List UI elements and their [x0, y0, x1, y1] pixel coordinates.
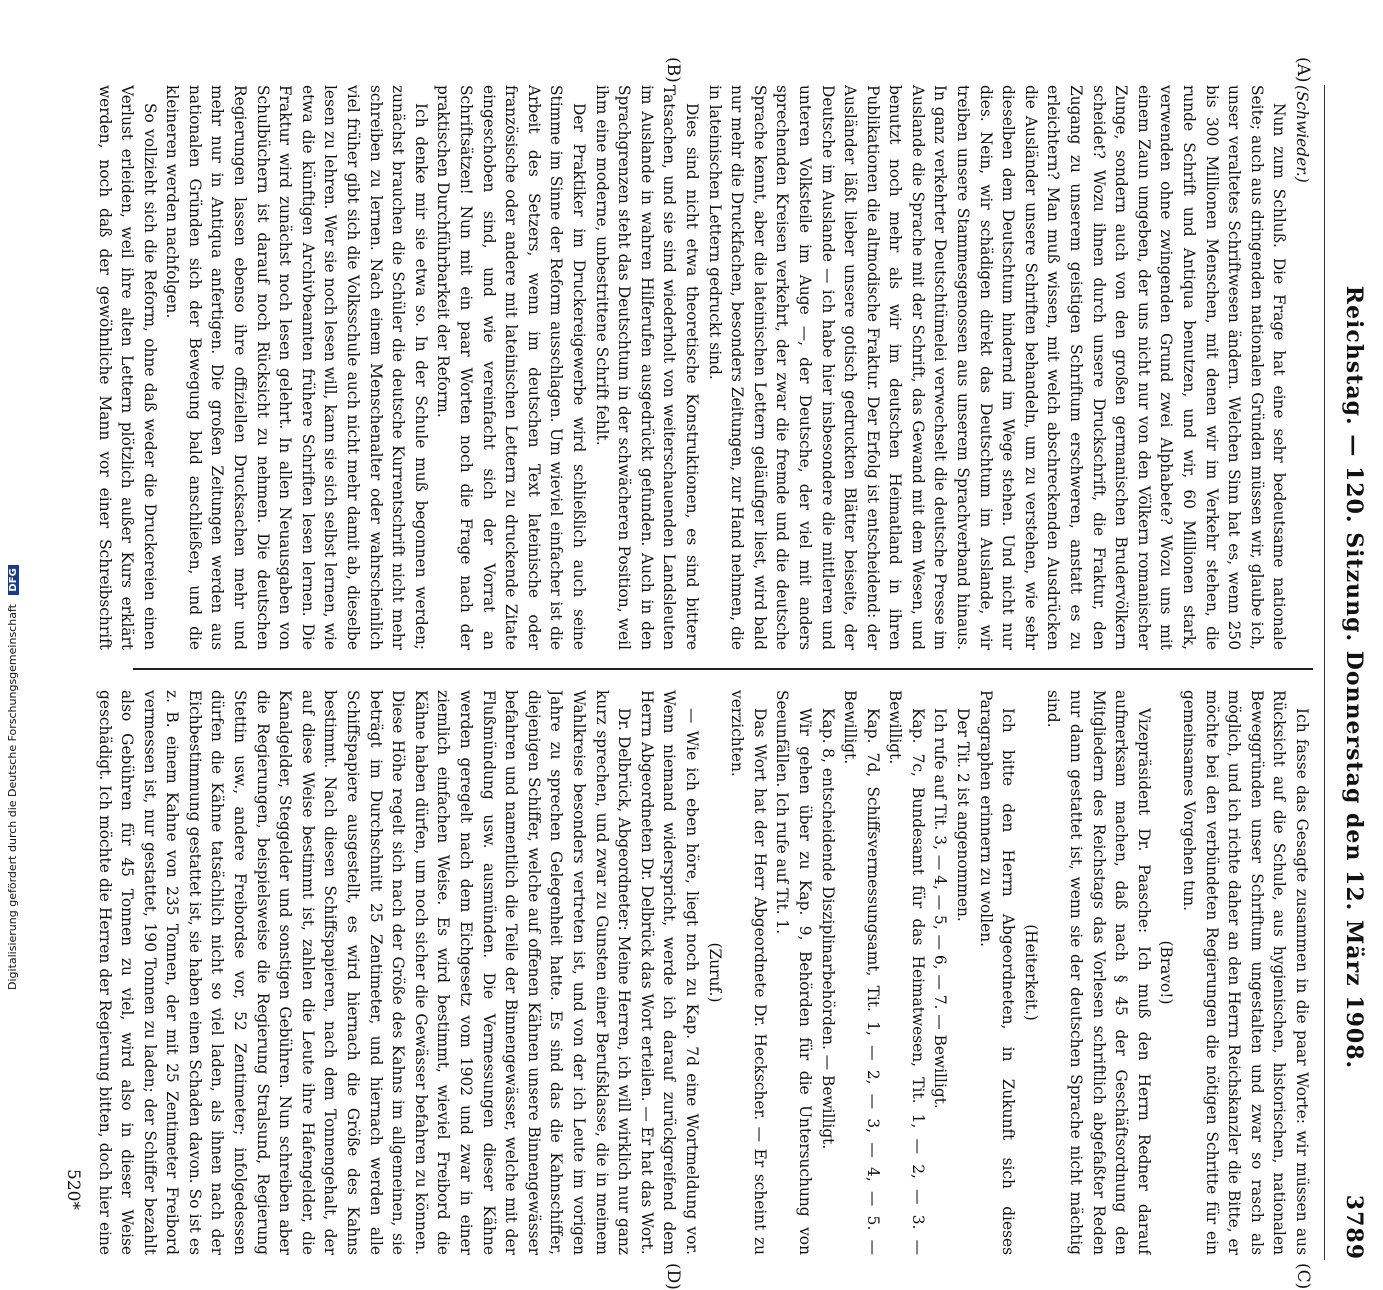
printer-signature: 520*: [63, 1169, 83, 1210]
paragraph: Wir gehen über zu Kap. 9, Behörden für die Untersuchung von Seeunfällen. Ich rufe auf Tit. 1.: [773, 690, 814, 1255]
interjection: (Zuruf.): [705, 942, 724, 1003]
digitization-note: [6, 0, 19, 990]
header-rule: [1324, 85, 1325, 1260]
paragraph: Ich fasse das Gesagte zusammen in die paar Worte: wir müssen aus Rücksicht auf die Schule, aus hygienischen, historischen, nationalen Beweggründen unser Schriftum ungestalten und zwar so rasch als möglich, und ich richte daher an den Herrn Reichskanzler die Bitte, er möchte bei den verbündeten Regierungen die nötigen Schritte für ein gemeinsames Vorgehen tun.: [1180, 690, 1311, 1255]
column-divider: [133, 668, 1313, 670]
dfg-logo: DFG: [8, 565, 19, 594]
paragraph: Ich denke mir sie etwa so. In der Schule muß begonnen werden; zunächst brauchen die Schüler die deutsche Kurrentschrift nicht mehr schreiben zu lernen. Nach einem Menschenalter oder wahrscheinlich viel früher gibt sich die Volksschule auch nicht mehr damit ab, dieselbe lesen zu lehren. Wer sie noch lesen will, kann sie sich selbst lernen, wie etwa die künftigen Archivbeamten frühere Schriften lesen lernen. Die Fraktur wird zunächst noch lesen gelehrt. In allen Neuausgaben von Schulbüchern ist darauf noch Rücksicht zu nehmen. Die deutschen Regierungen lassen ebenso ihre offiziellen Drucksachen mehr und mehr nur in Antiqua anfertigen. Die großen Zeitungen werden aus nationalen Gründen sich der Bewegung bald anschließen, und die kleineren werden nachfolgen.: [163, 85, 430, 650]
margin-mark-c: (C): [1293, 1263, 1313, 1290]
running-header: [1327, 95, 1367, 1260]
paragraph: Dies sind nicht etwa theoretische Konstruktionen, es sind bittere Tatsachen, und sie sind wiederholt von weiterschauenden Landsleuten im Auslande in wahren Hilferufen ausgedrückt gefunden. Auch in den Sprachgrenzen steht das Deutschtum in der schwächeren Position, weil ihm eine moderne, unbestrittene Schrift fehlt.: [592, 85, 701, 650]
digitization-text: Digitalisierung gefördert durch die Deutsche Forschungsgemeinschaft: [6, 604, 19, 990]
interjection: (Bravo!): [1157, 940, 1176, 1005]
paragraph: Kap. 7d, Schiffsvermessungsamt, Tit. 1, — 2, — 3, — 4, — 5. — Bewilligt.: [841, 690, 882, 1255]
paragraph: Nun zum Schluß. Die Frage hat eine sehr bedeutsame nationale Seite; auch aus dringenden nationalen Gründen müssen wir, glaube ich, unser veraltetes Schriftwesen ändern. Welchen Sinn hat es, wenn 250 bis 300 Millionen Menschen, mit denen wir im Verkehr stehen, die runde Schrift und Antiqua benutzen, und wir, 60 Millionen stark, verwenden ohne zwingenden Grund zwei Alphabete? Wozu uns mit einem Zaun umgeben, der uns nicht nur von den Völkern romanischer Zunge, sondern auch von den großen germanischen Brudervölkern scheidet? Wozu ihnen durch unsere Druckschrift, die Fraktur, den Zugang zu unserem geistigen Schriftum erschweren, anstatt es zu erleichtern? Man muß wissen, mit welch abschreckenden Ausdrücken die Ausländer unsere Schriften behandeln, um zu verstehen, wie sehr dieselben dem Deutschtum hindernd im Wege stehen. Und nicht nur dies. Nein, wir schädigen direkt das Deutschtum im Auslande, wir treiben unsere Stammesgenossen aus unserem Sprachverband hinaus. In ganz verkehrter Deutschtümelei verwechselt die deutsche Presse im Auslande die Sprache mit der Schrift, das Gewand mit dem Wesen, und benutzt noch mehr als wir im deutschen Heimatland in ihren Publikationen die altmodische Fraktur. Der Erfolg ist entscheidend: der Ausländer läßt lieber unsere gotisch gedruckten Blätter beiseite, der Deutsche im Auslande — ich habe hier insbesondere die mittleren und unteren Volksteile im Auge —, der Deutsche, der viel mit anders sprechenden Kreisen verkehrt, der zwar die fremde und die deutsche Sprache kennt, aber die lateinischen Lettern geläufiger liest, wird bald nur mehr die Druckfachen, besonders Zeitungen, zur Hand nehmen, die in lateinischen Lettern gedruckt sind.: [705, 85, 1289, 650]
speaker-name: (Schwieder.): [1293, 85, 1311, 183]
page-content: [0, 55, 1383, 1290]
paragraph: Ich bitte den Herrn Abgeordneten, in Zukunft sich dieses Paragraphen erinnern zu wollen.: [976, 690, 1018, 1255]
paragraph: Der Praktiker im Druckereigewerbe wird schließlich auch seine Stimme im Sinne der Reform ausschlagen. Um wieviel einfacher ist die Arbeit des Setzers, wenn im deutschen Text lateinische oder französische oder andere mit lateinischen Lettern zu druckende Zitate eingeschoben sind, und wie vereinfacht sich der Vorrat an Schriftsätzen! Nun mit ein paar Worten noch die Frage nach der praktischen Durchführbarkeit der Reform.: [434, 85, 588, 650]
paragraph: Das Wort hat der Herr Abgeordnete Dr. Heckscher. — Er scheint zu verzichten.: [728, 690, 769, 1255]
paragraph: So vollzieht sich die Reform, ohne daß weder die Druckereien einen Verlust erleiden, weil ihre alten Lettern plötzlich außer Kurs erklärt werden, noch daß der gewöhnliche Mann vor einer Schreibschrift: [95, 85, 159, 650]
paragraph: Kap. 7c, Bundesamt für das Heimatwesen, Tit. 1, — 2, — 3. — Bewilligt.: [886, 690, 927, 1255]
paragraph: — Wie ich eben höre, liegt noch zu Kap. 7d eine Wortmeldung vor. Wenn niemand widerspricht, werde ich darauf zurückgreifend dem Herrn Abgeordneten Dr. Delbrück das Wort erteilen. — Er hat das Wort.: [637, 690, 701, 1255]
margin-mark-b: (B): [663, 57, 683, 83]
header-title: Reichstag. — 120. Sitzung. Donnerstag den 12. März 1908.: [1341, 285, 1367, 1070]
margin-mark-a: (A): [1293, 57, 1313, 83]
paragraph: Vizepräsident Dr. Paasche: Ich muß den Herrn Redner darauf aufmerksam machen, daß nach § 45 der Geschäftsordnung den Mitgliedern des Reichstags das Vorlesen schriftlich abgefaßter Reden nur dann gestattet ist, wenn sie der deutschen Sprache nicht mächtig sind.: [1044, 690, 1153, 1255]
interjection: (Heiterkeit.): [1021, 924, 1040, 1021]
paragraph: Kap. 8, entscheidende Disziplinarbehörden. — Bewilligt.: [818, 708, 837, 1150]
margin-mark-d: (D): [663, 1263, 683, 1290]
left-text-column: [93, 85, 1313, 650]
right-text-column: [93, 690, 1313, 1255]
paragraph: Der Tit. 2 ist angenommen.: [954, 708, 973, 922]
page-number: 3789: [1341, 1194, 1367, 1260]
paragraph: Dr. Delbrück, Abgeordneter: Meine Herren, ich will wirklich nur ganz kurz sprechen, und zwar zu Gunsten einer Berufsklasse, die in meinem Wahlkreise besonders vertreten ist, und von der ich Leute im vorigen Jahre zu sprechen Gelegenheit hatte. Es sind das die Kahnschiffer, diejenigen Schiffer, welche auf offenen Kähnen unsere Binnengewässer befahren und namentlich die Teile der Binnengewässer, welche mit der Flußmündung usw. ausmünden. Die Vermessungen dieser Kähne werden geregelt nach dem Eichgesetz vom 1902 und zwar in einer ziemlich einfachen Weise. Es wird bestimmt, wieviel Freibord die Kähne haben dürfen, um noch sicher die Gewässer befahren zu können. Diese Höhe regelt sich nach der Größe des Kahns im allgemeinen, sie beträgt im Durchschnitt 25 Zentimeter, und hiernach werden alle Schiffspapiere ausgestellt, es wird hiernach die Größe des Kahns bestimmt. Nach diesen Schiffspapieren, nach dem Tonnengehalt, der auf diese Weise bestimmt ist, zahlen die Leute ihre Hafengelder, die Kanalgelder, Steggelder und sonstigen Gebühren. Nun schreiben aber die Regierungen, beispielsweise die Regierung Stralsund, Regierung Stettin usw., andere Freibordse vor, 52 Zentimeter; infolgedessen dürfen die Kähne tatsächlich nicht so viel laden, als ihnen nach der Eichbestimmung gestattet ist, sie haben einen Schaden davon. So ist es z. B. einem Kahne von 235 Tonnen, der mit 25 Zentimeter Freibord vermessen ist, nur gestattet, 190 Tonnen zu laden; der Schiffer bezahlt also Gebühren für 45 Tonnen zu viel, wird also in dieser Weise geschädigt. Ich möchte die Herren der Regierung bitten, doch hier eine: [95, 690, 634, 1255]
paragraph: Ich rufe auf Tit. 3, — 4, — 5, — 6, — 7. — Bewilligt.: [931, 708, 950, 1109]
